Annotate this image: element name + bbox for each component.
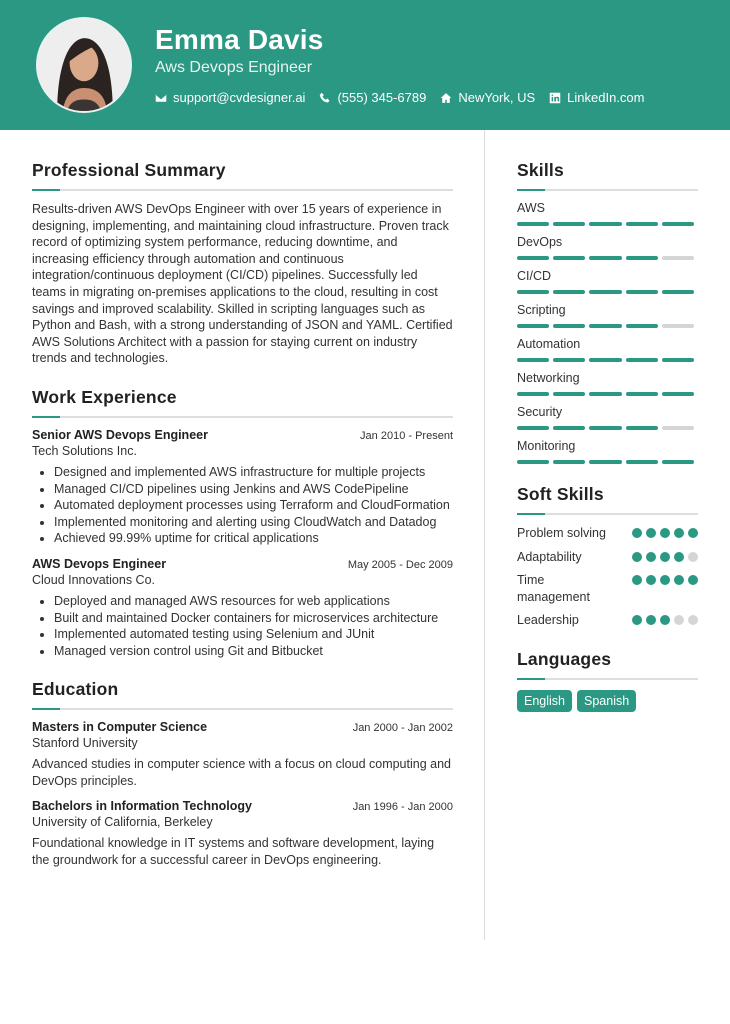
skill-item bbox=[517, 235, 698, 260]
soft-skill-name: Adaptability bbox=[517, 549, 582, 564]
skill-item bbox=[517, 371, 698, 396]
job-entry bbox=[32, 428, 453, 547]
section-title: Soft Skills bbox=[517, 484, 604, 504]
skill-level-bar bbox=[517, 324, 698, 328]
rating-dot bbox=[632, 528, 642, 538]
job-bullet: • Managed CI/CD pipelines using Jenkins and AWS CodePipeline bbox=[54, 481, 453, 498]
skills-section bbox=[517, 160, 698, 464]
skill-name: AWS bbox=[517, 201, 546, 215]
skill-level-bar bbox=[517, 426, 698, 430]
soft-skill-name: Time management bbox=[517, 573, 590, 604]
soft-skills-section bbox=[517, 484, 698, 629]
contact-email[interactable] bbox=[155, 90, 305, 105]
skill-level-bar bbox=[517, 222, 698, 226]
rating-dot bbox=[646, 552, 656, 562]
work-section bbox=[32, 387, 453, 659]
education-section bbox=[32, 679, 453, 868]
rating-dot bbox=[646, 528, 656, 538]
skill-name: Automation bbox=[517, 337, 581, 351]
skill-level-segment bbox=[517, 426, 549, 430]
rating-dot bbox=[688, 528, 698, 538]
job-bullet: • Built and maintained Docker containers for microservices architecture bbox=[54, 610, 453, 627]
job-bullet: • Automated deployment processes using Terraform and CloudFormation bbox=[54, 497, 453, 514]
skill-item bbox=[517, 405, 698, 430]
soft-skill-item bbox=[517, 572, 698, 605]
skill-name: Monitoring bbox=[517, 439, 576, 453]
skill-item bbox=[517, 201, 698, 226]
rating-dot bbox=[688, 552, 698, 562]
skill-level-segment bbox=[662, 256, 694, 260]
skill-level-segment bbox=[626, 324, 658, 328]
skill-level-bar bbox=[517, 290, 698, 294]
skill-level-bar bbox=[517, 256, 698, 260]
job-bullets bbox=[32, 593, 453, 659]
rating-dot bbox=[660, 615, 670, 625]
skill-level-segment bbox=[553, 460, 585, 464]
skill-name: Security bbox=[517, 405, 563, 419]
skill-name: CI/CD bbox=[517, 269, 552, 283]
job-bullet: • Implemented automated testing using Selenium and JUnit bbox=[54, 626, 453, 643]
skill-level-segment bbox=[626, 358, 658, 362]
job-role: Senior AWS Devops Engineer bbox=[32, 427, 208, 442]
rating-dot bbox=[646, 615, 656, 625]
skill-level-segment bbox=[626, 256, 658, 260]
rating-dot bbox=[632, 615, 642, 625]
skill-level-segment bbox=[553, 426, 585, 430]
home-icon bbox=[440, 92, 452, 104]
education-description: Advanced studies in computer science with a focus on cloud computing and DevOps principles. bbox=[32, 757, 451, 788]
skill-level-segment bbox=[553, 392, 585, 396]
skill-level-segment bbox=[589, 290, 621, 294]
soft-skill-rating bbox=[632, 552, 698, 562]
skill-level-segment bbox=[626, 392, 658, 396]
rating-dot bbox=[660, 552, 670, 562]
skills-list bbox=[517, 201, 698, 464]
section-rule bbox=[517, 189, 698, 191]
sidebar-column bbox=[517, 160, 698, 732]
rating-dot bbox=[674, 575, 684, 585]
resume-header bbox=[0, 0, 730, 130]
skill-level-segment bbox=[589, 460, 621, 464]
job-bullet: • Implemented monitoring and alerting using CloudWatch and Datadog bbox=[54, 514, 453, 531]
section-rule bbox=[517, 513, 698, 515]
skill-level-segment bbox=[553, 324, 585, 328]
skill-level-bar bbox=[517, 358, 698, 362]
skill-level-segment bbox=[662, 324, 694, 328]
skill-level-segment bbox=[662, 290, 694, 294]
section-rule bbox=[32, 416, 453, 418]
contact-email-text: support@cvdesigner.ai bbox=[173, 90, 306, 105]
skill-level-segment bbox=[517, 460, 549, 464]
job-entry bbox=[32, 557, 453, 659]
degree-name: Masters in Computer Science bbox=[32, 720, 208, 735]
section-rule bbox=[32, 708, 453, 710]
contact-linkedin-text: LinkedIn.com bbox=[567, 90, 645, 105]
rating-dot bbox=[632, 575, 642, 585]
skill-level-segment bbox=[553, 256, 585, 260]
skill-level-segment bbox=[553, 290, 585, 294]
skill-level-segment bbox=[626, 426, 658, 430]
summary-text: Results-driven AWS DevOps Engineer with over 15 years of experience in designing, implementing, and maintaining cloud infrastructure. Proven track record of optimizing system performance, reducing downtime, and increasing efficiency through automation and continuous integration/continuous deployment (CI/CD) pipelines. Successfully led teams in migrating on-premises applications to the cloud, resulting in cost savings and improved scalability. Skilled in scripting languages such as Python and Bash, with a strong understanding of JSON and YAML. Certified AWS Solutions Architect with a passion for staying current on industry trends and technologies. bbox=[32, 202, 453, 366]
skill-level-segment bbox=[589, 426, 621, 430]
soft-skill-item bbox=[517, 525, 698, 542]
column-divider bbox=[484, 130, 485, 940]
skill-level-segment bbox=[589, 222, 621, 226]
main-column bbox=[32, 160, 453, 889]
soft-skill-rating bbox=[632, 575, 698, 585]
skill-level-segment bbox=[626, 222, 658, 226]
school-name: University of California, Berkeley bbox=[32, 815, 213, 830]
skill-level-segment bbox=[589, 324, 621, 328]
job-role: AWS Devops Engineer bbox=[32, 556, 167, 571]
section-title: Work Experience bbox=[32, 386, 177, 407]
linkedin-icon bbox=[549, 92, 561, 104]
education-entry bbox=[32, 720, 453, 789]
candidate-title: Aws Devops Engineer bbox=[155, 59, 313, 76]
rating-dot bbox=[674, 615, 684, 625]
rating-dot bbox=[674, 528, 684, 538]
job-company: Tech Solutions Inc. bbox=[32, 443, 137, 458]
skill-level-segment bbox=[662, 460, 694, 464]
rating-dot bbox=[688, 615, 698, 625]
soft-skill-item bbox=[517, 549, 698, 566]
skill-level-segment bbox=[553, 358, 585, 362]
skill-name: DevOps bbox=[517, 235, 563, 249]
job-bullet: • Deployed and managed AWS resources for web applications bbox=[54, 593, 453, 610]
skill-level-segment bbox=[553, 222, 585, 226]
section-title: Professional Summary bbox=[32, 160, 226, 180]
skill-level-segment bbox=[589, 256, 621, 260]
contact-location-text: NewYork, US bbox=[458, 90, 536, 105]
skill-level-segment bbox=[517, 358, 549, 362]
language-tag: Spanish bbox=[577, 690, 636, 712]
skill-level-segment bbox=[517, 256, 549, 260]
section-rule bbox=[517, 678, 698, 680]
section-rule bbox=[32, 189, 453, 191]
skill-level-segment bbox=[626, 290, 658, 294]
rating-dot bbox=[674, 552, 684, 562]
contact-info bbox=[155, 90, 645, 105]
skill-item bbox=[517, 269, 698, 294]
skill-level-bar bbox=[517, 392, 698, 396]
education-description: Foundational knowledge in IT systems and software development, laying the groundwork for a successful career in DevOps engineering. bbox=[32, 836, 435, 868]
job-dates: Jan 2010 - Present bbox=[360, 429, 453, 442]
job-company: Cloud Innovations Co. bbox=[32, 572, 155, 587]
degree-name: Bachelors in Information Technology bbox=[32, 799, 252, 814]
rating-dot bbox=[660, 528, 670, 538]
contact-phone-text: (555) 345-6789 bbox=[337, 90, 427, 105]
languages-section bbox=[517, 649, 698, 712]
skill-item bbox=[517, 439, 698, 464]
skill-level-segment bbox=[662, 358, 694, 362]
job-bullet: • Designed and implemented AWS infrastructure for multiple projects bbox=[54, 464, 453, 481]
job-bullets bbox=[32, 464, 453, 547]
skill-name: Scripting bbox=[517, 303, 566, 317]
summary-section bbox=[32, 160, 453, 367]
skill-level-segment bbox=[589, 358, 621, 362]
soft-skills-list bbox=[517, 525, 698, 629]
skill-level-segment bbox=[517, 222, 549, 226]
skill-level-segment bbox=[517, 392, 549, 396]
soft-skill-name: Leadership bbox=[517, 613, 579, 628]
skill-level-segment bbox=[589, 392, 621, 396]
rating-dot bbox=[688, 575, 698, 585]
job-dates: May 2005 - Dec 2009 bbox=[347, 558, 453, 571]
soft-skill-rating bbox=[632, 528, 698, 538]
skill-level-segment bbox=[626, 460, 658, 464]
soft-skill-item bbox=[517, 612, 698, 629]
rating-dot bbox=[660, 575, 670, 585]
envelope-icon bbox=[155, 92, 167, 104]
candidate-name: Emma Davis bbox=[155, 24, 324, 55]
skill-item bbox=[517, 337, 698, 362]
skill-level-segment bbox=[517, 290, 549, 294]
skill-level-segment bbox=[662, 222, 694, 226]
skill-level-segment bbox=[662, 392, 694, 396]
language-tag: English bbox=[517, 690, 572, 712]
education-dates: Jan 2000 - Jan 2002 bbox=[352, 722, 453, 735]
profile-photo bbox=[38, 19, 130, 111]
soft-skill-name: Problem solving bbox=[517, 526, 606, 540]
rating-dot bbox=[646, 575, 656, 585]
avatar bbox=[36, 17, 132, 113]
section-title: Skills bbox=[517, 160, 564, 180]
job-bullet: • Managed version control using Git and Bitbucket bbox=[54, 643, 453, 660]
skill-level-segment bbox=[517, 324, 549, 328]
section-title: Education bbox=[32, 679, 119, 700]
language-tags bbox=[517, 690, 698, 712]
contact-phone[interactable] bbox=[319, 90, 426, 105]
skill-item bbox=[517, 303, 698, 328]
skill-level-bar bbox=[517, 460, 698, 464]
section-title: Languages bbox=[517, 648, 612, 669]
contact-linkedin[interactable] bbox=[549, 90, 644, 105]
school-name: Stanford University bbox=[32, 736, 138, 751]
education-entry bbox=[32, 799, 453, 868]
soft-skill-rating bbox=[632, 615, 698, 625]
contact-location bbox=[440, 90, 535, 105]
rating-dot bbox=[632, 552, 642, 562]
job-bullet: • Achieved 99.99% uptime for critical applications bbox=[54, 530, 453, 547]
education-dates: Jan 1996 - Jan 2000 bbox=[352, 801, 453, 814]
phone-icon bbox=[319, 92, 331, 104]
skill-name: Networking bbox=[517, 371, 580, 385]
skill-level-segment bbox=[662, 426, 694, 430]
